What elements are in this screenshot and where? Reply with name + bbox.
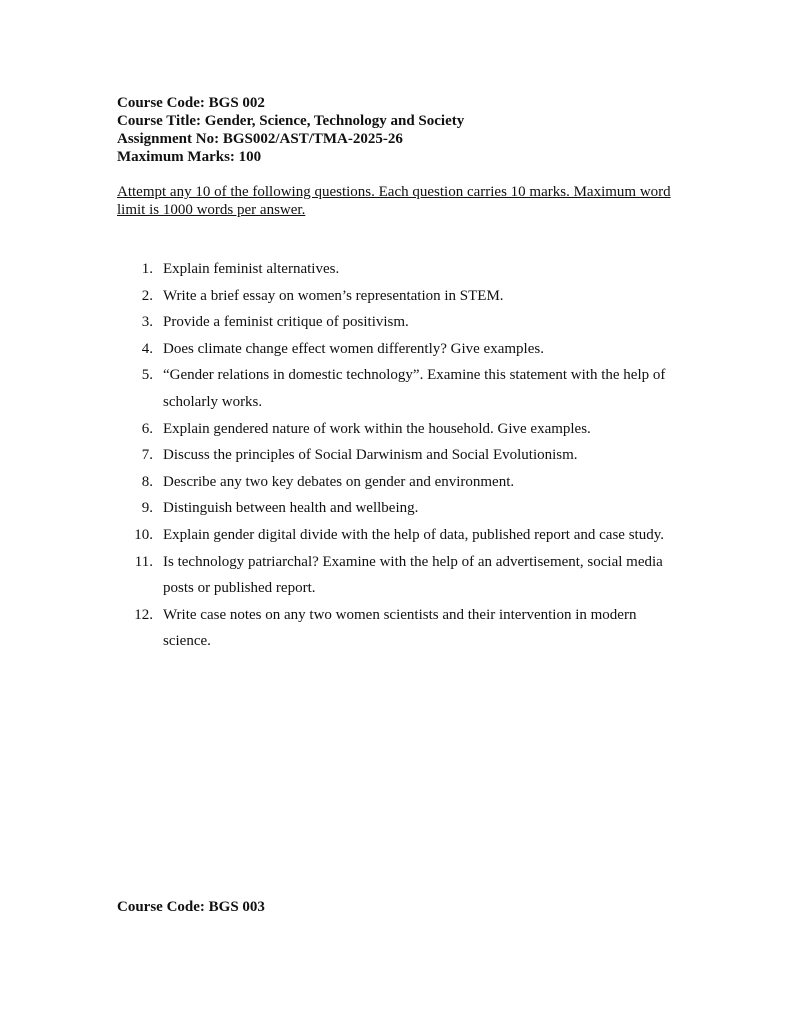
question-number: 9.	[141, 500, 153, 517]
question-item	[117, 362, 677, 415]
question-number: 4.	[141, 340, 153, 357]
question-item	[117, 283, 677, 310]
question-item	[117, 416, 677, 443]
course-code: Course Code: BGS 002	[117, 95, 265, 111]
assignment-number: Assignment No: BGS002/AST/TMA-2025-26	[117, 131, 403, 147]
question-text: Explain gendered nature of work within the household. Give examples.	[163, 420, 591, 437]
question-text: Does climate change effect women differently? Give examples.	[163, 340, 544, 357]
question-number: 5.	[141, 367, 153, 384]
question-text: Is technology patriarchal? Examine with the help of an advertisement, social media posts or published report.	[163, 553, 663, 597]
question-text: Write a brief essay on women’s representation in STEM.	[163, 287, 504, 304]
question-item	[117, 522, 677, 549]
question-text: Write case notes on any two women scientists and their intervention in modern science.	[163, 606, 637, 650]
question-number: 2.	[141, 287, 153, 304]
question-text: Describe any two key debates on gender and environment.	[163, 473, 515, 490]
question-text: Explain gender digital divide with the help of data, published report and case study.	[163, 526, 664, 543]
question-number: 7.	[141, 447, 153, 464]
question-number: 8.	[141, 473, 153, 490]
question-text: Provide a feminist critique of positivism.	[163, 314, 409, 331]
question-number: 12.	[134, 606, 153, 623]
question-list	[117, 256, 677, 655]
question-text: Explain feminist alternatives.	[163, 261, 340, 277]
question-number: 6.	[141, 420, 153, 437]
assignment-header	[117, 94, 464, 166]
question-text: “Gender relations in domestic technology”. Examine this statement with the help of scholarly works.	[163, 367, 666, 410]
question-item	[117, 336, 677, 363]
question-item	[117, 469, 677, 496]
instructions-text: Attempt any 10 of the following questions. Each question carries 10 marks. Maximum word limit is 1000 words per answer.	[117, 184, 671, 218]
maximum-marks: Maximum Marks: 100	[117, 149, 262, 165]
question-item	[117, 309, 677, 336]
question-text: Discuss the principles of Social Darwinism and Social Evolutionism.	[163, 447, 578, 464]
question-item	[117, 602, 677, 655]
question-item	[117, 442, 677, 469]
question-number: 1.	[141, 261, 153, 277]
course-title: Course Title: Gender, Science, Technology and Society	[117, 113, 465, 129]
question-number: 10.	[134, 526, 153, 543]
question-item	[117, 256, 677, 283]
question-number: 3.	[141, 314, 153, 331]
question-text: Distinguish between health and wellbeing.	[163, 500, 419, 517]
question-item	[117, 549, 677, 602]
next-course-code: Course Code: BGS 003	[117, 899, 265, 915]
question-item	[117, 495, 677, 522]
question-number: 11.	[134, 553, 153, 570]
